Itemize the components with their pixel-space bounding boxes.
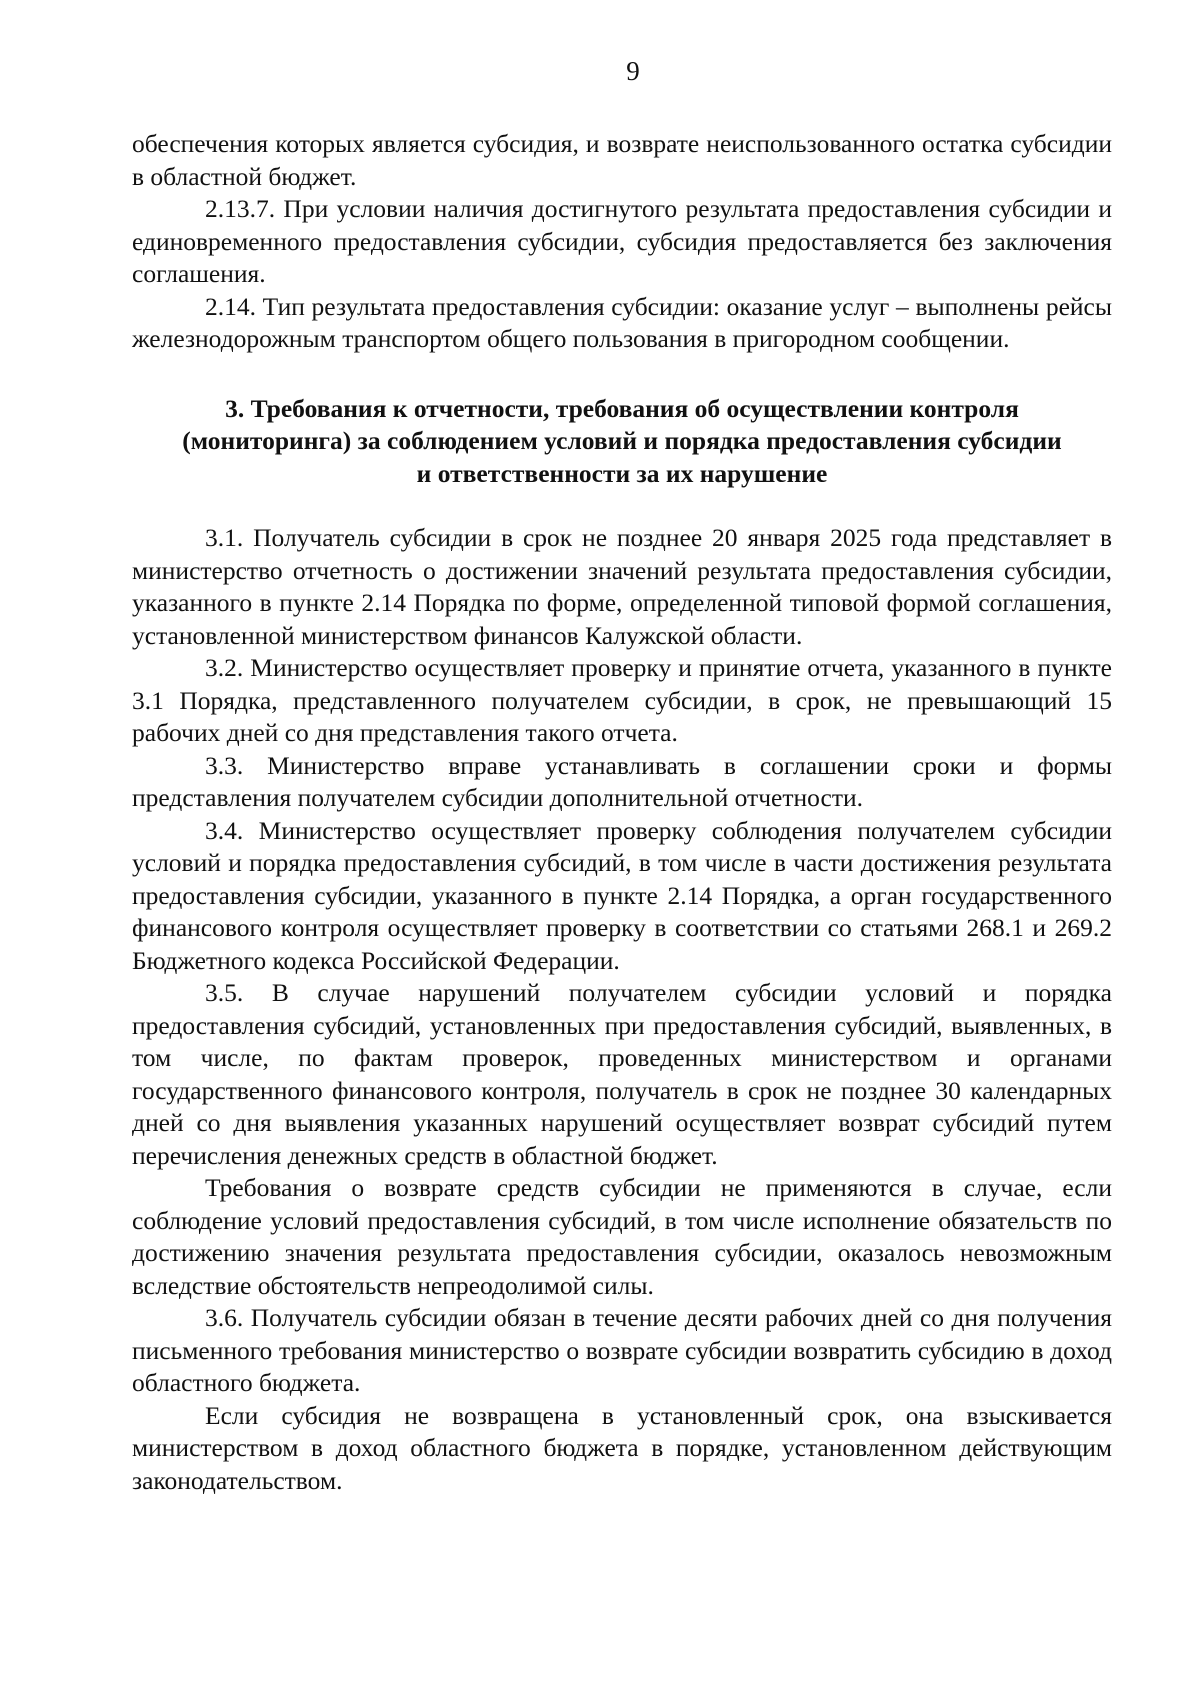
section-title-line: (мониторинга) за соблюдением условий и порядка предоставления субсидии: [182, 426, 1062, 455]
paragraph-2-14: 2.14. Тип результата предоставления субсидии: оказание услуг – выполнены рейсы железнодорожным транспортом общего пользования в пригородном сообщении.: [132, 291, 1112, 353]
section-title: [132, 393, 1112, 491]
paragraph-3-2: 3.2. Министерство осуществляет проверку и принятие отчета, указанного в пункте 3.1 Порядка, представленного получателем субсидии, в срок, не превышающий 15 рабочих дней со дня представления такого отчета.: [132, 653, 1112, 747]
document-page: [132, 56, 1112, 1497]
section-title-line: 3. Требования к отчетности, требования об осуществлении контроля: [225, 393, 1019, 423]
page-number: 9: [626, 56, 640, 86]
paragraph-3-3: 3.3. Министерство вправе устанавливать в соглашении сроки и формы представления получателем субсидии дополнительной отчетности.: [132, 750, 1112, 812]
paragraph-3-6: 3.6. Получатель субсидии обязан в течение десяти рабочих дней со дня получения письменного требования министерство о возврате субсидии возвратить субсидию в доход областного бюджета.: [132, 1303, 1112, 1397]
paragraph-3-5-exception: Требования о возврате средств субсидии не применяются в случае, если соблюдение условий предоставления субсидий, в том числе исполнение обязательств по достижению значения результата предоставления субсидии, оказалось невозможным вследствие обстоятельств непреодолимой силы.: [132, 1173, 1112, 1300]
paragraph-3-1: 3.1. Получатель субсидии в срок не позднее 20 января 2025 года представляет в министерство отчетность о достижении значений результата предоставления субсидии, указанного в пункте 2.14 Порядка по форме, определенной типовой формой соглашения, установленной министерством финансов Калужской области.: [132, 523, 1112, 650]
paragraph-3-4: 3.4. Министерство осуществляет проверку соблюдения получателем субсидии условий и порядка предоставления субсидий, в том числе в части достижения результата предоставления субсидии, указанного в пункте 2.14 Порядка, а орган государственного финансового контроля осуществляет проверку в соответствии со статьями 268.1 и 269.2 Бюджетного кодекса Российской Федерации.: [132, 815, 1112, 975]
paragraph-2-13-7: 2.13.7. При условии наличия достигнутого результата предоставления субсидии и единовременного предоставления субсидии, субсидия предоставляется без заключения соглашения.: [132, 194, 1112, 288]
paragraph-continuation: обеспечения которых является субсидия, и возврате неиспользованного остатка субсидии в областной бюджет.: [132, 129, 1112, 191]
section-title-line: и ответственности за их нарушение: [416, 458, 828, 488]
paragraph-3-5: 3.5. В случае нарушений получателем субсидии условий и порядка предоставления субсидий, установленных при предоставления субсидий, выявленных, в том числе, по фактам проверок, проведенных министерством и органами государственного финансового контроля, получатель в срок не позднее 30 календарных дней со дня выявления указанных нарушений осуществляет возврат субсидий путем перечисления денежных средств в областной бюджет.: [132, 978, 1112, 1170]
paragraph-3-6-enforcement: Если субсидия не возвращена в установленный срок, она взыскивается министерством в доход областного бюджета в порядке, установленном действующим законодательством.: [132, 1400, 1112, 1495]
